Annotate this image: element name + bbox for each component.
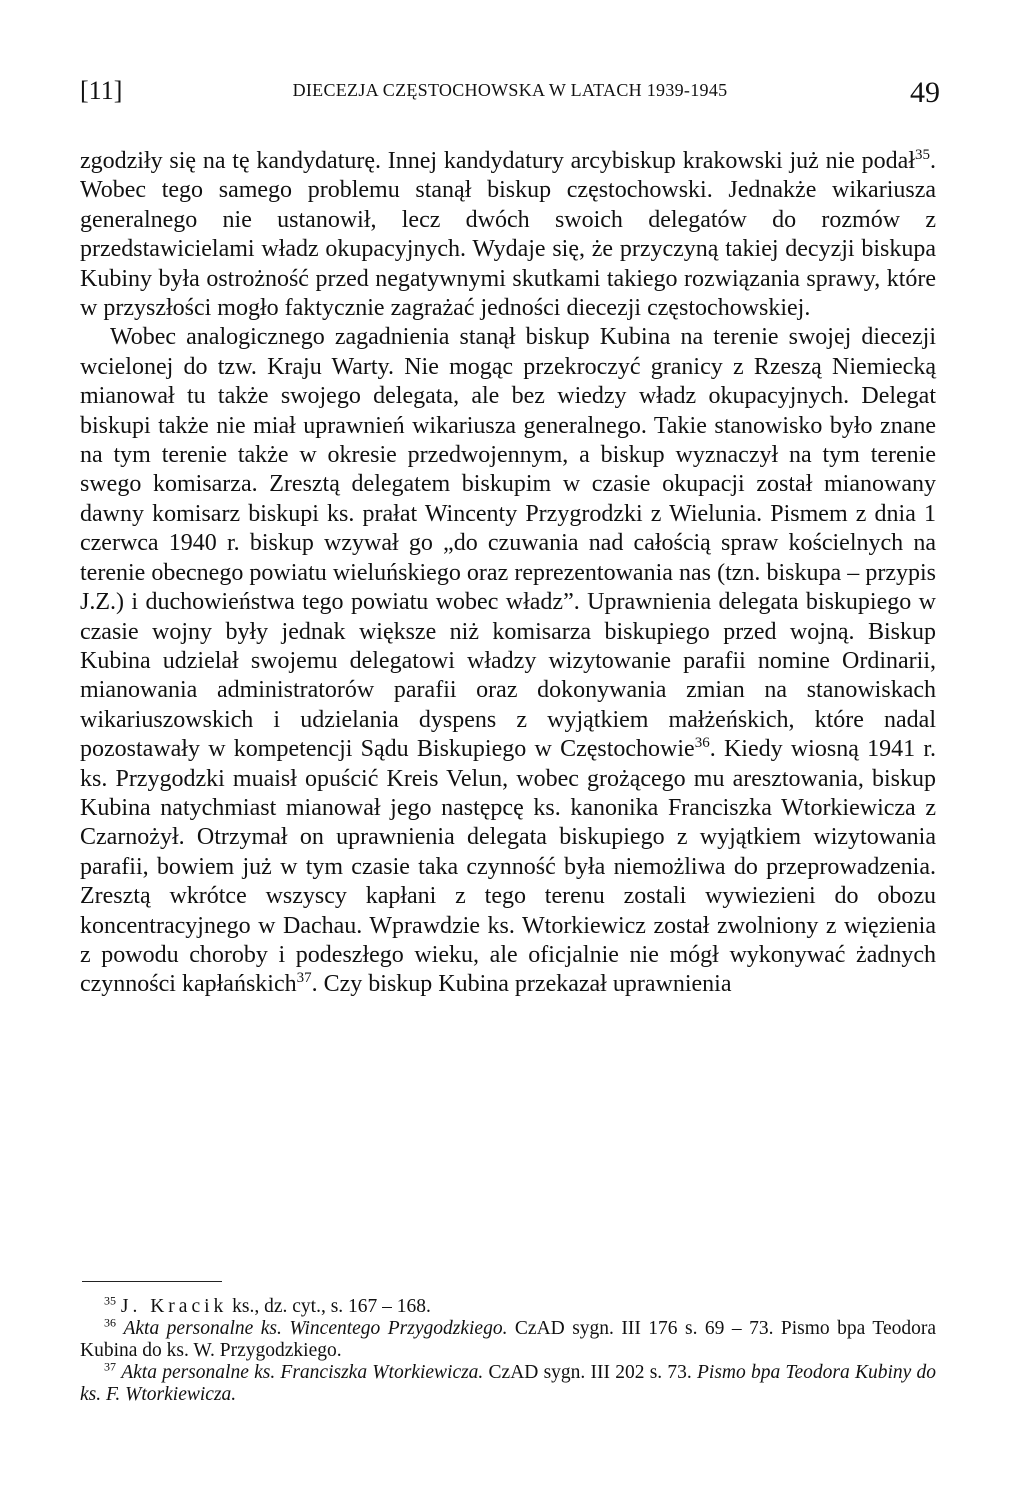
footnote-text: CzAD sygn. III 202 s. 73. [483, 1362, 697, 1383]
footnote-37 [80, 1359, 937, 1406]
footnote-source-title: Akta personalne ks. Franciszka Wtorkiewicza. [121, 1362, 484, 1383]
footnote-number: 36 [104, 1315, 116, 1330]
footnote-divider [82, 1281, 222, 1282]
footnote-source-title: Akta personalne ks. Wincentego Przygodzkiego. [123, 1318, 508, 1339]
paragraph-2 [80, 323, 936, 999]
paragraph-1-text-a: zgodziły się na tę kandydaturę. Innej kandydatury arcybiskup krakowski już nie podał [80, 148, 915, 174]
footnote-35 [80, 1293, 936, 1318]
footnote-text: CzAD sygn. III 176 s. 69 – 73. Pismo bpa Teodora Kubina do ks. W. Przygodzkiego. [80, 1318, 936, 1361]
footnote-author: J. Kracik [120, 1296, 228, 1317]
paragraph-1 [80, 147, 936, 323]
body-text [80, 147, 936, 1000]
footnote-36 [80, 1315, 936, 1362]
footnotes [80, 1293, 937, 1406]
footnote-ref-35[interactable]: 35 [915, 147, 930, 163]
running-title: DIECEZJA CZĘSTOCHOWSKA W LATACH 1939-1945 [292, 80, 728, 100]
footnote-letter-title: Pismo bpa Teodora Kubiny do ks. F. Wtorkiewicza. [80, 1362, 937, 1405]
footnote-text: ks., dz. cyt., s. 167 – 168. [227, 1296, 431, 1317]
footnote-ref-36[interactable]: 36 [694, 735, 710, 752]
paragraph-2-text-c: . Czy biskup Kubina przekazał uprawnienia [311, 971, 732, 998]
section-number: [11] [80, 76, 123, 105]
footnote-number: 37 [104, 1359, 116, 1374]
paragraph-2-text-b: . Kiedy wiosną 1941 r. ks. Przygodzki muaisł opuścić Kreis Velun, wobec grożącego mu aresztowania, biskup Kubina natychmiast mianował jego następcę ks. kanonika Franciszka Wtorkiewicza z Czarnożył. Otrzymał on uprawnienia delegata biskupiego z wyjątkiem wizytowania parafii, bowiem już w tym czasie taka czynność była niemożliwa do przeprowadzenia. Zresztą wkrótce wszyscy kapłani z tego terenu zostali wywiezieni do obozu koncentracyjnego w Dachau. Wprawdzie ks. Wtorkiewicz został zwolniony z więzienia z powodu choroby i podeszłego wieku, ale oficjalnie nie mógł wykonywać żadnych czynności kapłańskich [80, 736, 937, 998]
running-head [80, 70, 940, 110]
footnote-number: 35 [104, 1293, 116, 1308]
footnote-ref-37[interactable]: 37 [296, 970, 312, 987]
page-number: 49 [910, 76, 940, 109]
paragraph-2-text-a: Wobec analogicznego zagadnienia stanął biskup Kubina na terenie swojej diecezji wcielonej do tzw. Kraju Warty. Nie mogąc przekroczyć granicy z Rzeszą Niemiecką mianował tu także swojego delegata, ale bez wiedzy władz okupacyjnych. Delegat biskupi także nie miał uprawnień wikariusza generalnego. Takie stanowisko było znane na tym terenie także w okresie przedwojennym, a biskup wyznaczył na tym terenie swego komisarza. Zresztą delegatem biskupim w czasie okupacji został mianowany dawny komisarz biskupi ks. prałat Wincenty Przygrodzki z Wielunia. Pismem z dnia 1 czerwca 1940 r. biskup wzywał go „do czuwania nad całością spraw kościelnych na terenie obecnego powiatu wieluńskiego oraz reprezentowania nas (tzn. biskupa – przypis J.Z.) i duchowieństwa tego powiatu wobec władz”. Uprawnienia delegata biskupiego w czasie wojny były jednak większe niż komisarza biskupiego przed wojną. Biskup Kubina udzielał swojemu delegatowi władzy wizytowanie parafii nomine Ordinarii, mianowania administratorów parafii oraz dokonywania zmian na stanowiskach wikariuszowskich i udzielania dyspens z wyjątkiem małżeńskich, które nadal pozostawały w kompetencji Sądu Biskupiego w Częstochowie [80, 324, 936, 763]
paragraph-1-text-b: . Wobec tego samego problemu stanął biskup częstochowski. Jednakże wikariusza generalnego nie ustanowił, lecz dwóch swoich delegatów do rozmów z przedstawicielami władz okupacyjnych. Wydaje się, że przyczyną takiej decyzji biskupa Kubiny była ostrożność przed negatywnymi skutkami takiego rozwiązania sprawy, które w przyszłości mogło faktycznie zagrażać jedności diecezji częstochowskiej. [80, 148, 936, 322]
